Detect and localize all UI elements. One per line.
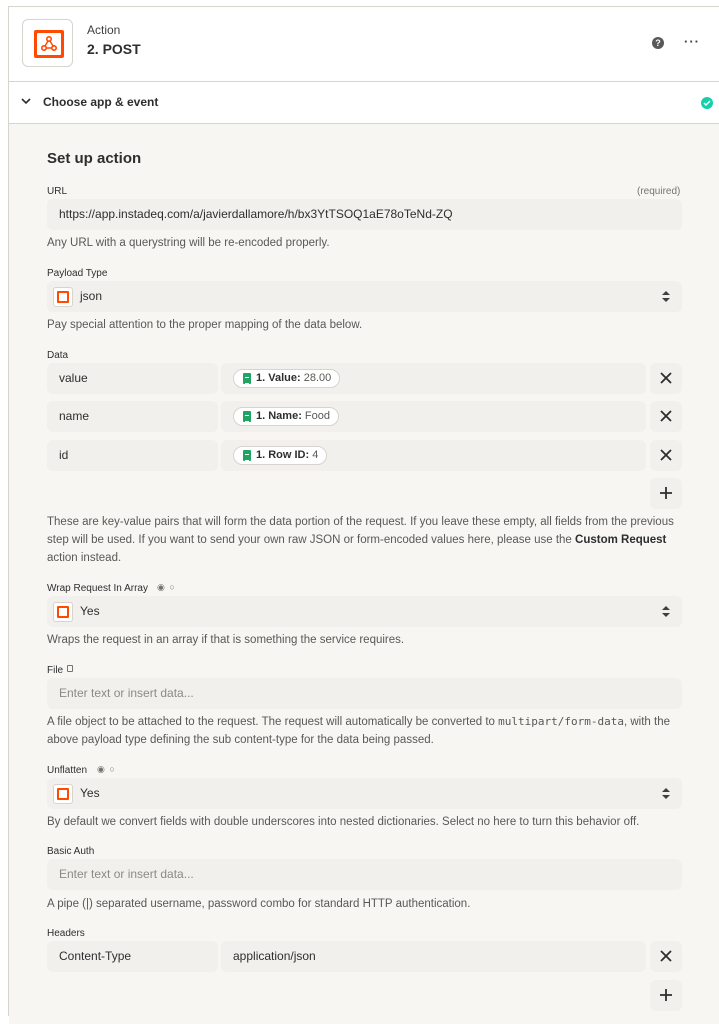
data-value-input[interactable] — [221, 363, 646, 394]
step-header — [9, 7, 719, 82]
google-sheets-icon — [243, 411, 251, 422]
pill-key: 1. Value: — [256, 372, 301, 384]
url-hint: Any URL with a querystring will be re-encoded properly. — [47, 237, 330, 249]
url-label: URL — [47, 186, 68, 197]
google-sheets-icon — [243, 450, 251, 461]
basic-auth-hint: A pipe (|) separated username, password combo for standard HTTP authentication. — [47, 898, 471, 910]
check-circle-icon — [701, 97, 713, 109]
file-input[interactable]: Enter text or insert data... — [47, 678, 682, 709]
help-icon[interactable]: ? — [652, 37, 664, 49]
wrap-select[interactable] — [47, 596, 682, 627]
data-hint-text-end: action instead. — [47, 552, 122, 564]
payload-type-label: Payload Type — [47, 268, 108, 279]
select-caret-icon — [662, 291, 670, 303]
section-label: Choose app & event — [43, 95, 159, 109]
chevron-down-icon — [21, 96, 31, 106]
close-icon — [660, 410, 672, 422]
file-hint-code: multipart/form-data — [498, 715, 624, 728]
webhook-icon — [53, 287, 73, 307]
data-value-input[interactable] — [221, 401, 646, 432]
wrap-label: Wrap Request In Array — [47, 583, 148, 594]
close-icon — [660, 449, 672, 461]
webhook-icon — [53, 602, 73, 622]
add-header-button[interactable] — [650, 980, 682, 1011]
plus-icon — [660, 989, 672, 1001]
data-pill[interactable] — [233, 407, 339, 426]
file-hint — [47, 713, 687, 749]
wrap-value: Yes — [80, 604, 100, 618]
url-input[interactable]: https://app.instadeq.com/a/javierdallamore/h/bx3YtTSOQ1aE78oTeNd-ZQ — [47, 199, 682, 230]
file-hint-text-end: , with the above payload type defining the sub content-type for the data being passed. — [47, 716, 670, 746]
more-menu-icon[interactable]: ··· — [684, 34, 700, 49]
google-sheets-icon — [243, 373, 251, 384]
headers-label: Headers — [47, 928, 85, 939]
pill-value: 4 — [312, 449, 319, 461]
file-hint-text: A file object to be attached to the request. The request will automatically be converted to — [47, 716, 499, 728]
file-icon — [67, 665, 73, 672]
header-value-input[interactable]: application/json — [221, 941, 646, 972]
wrap-mode-radios[interactable]: ◉ ○ — [157, 582, 176, 592]
pill-key: 1. Name: — [256, 410, 302, 422]
select-caret-icon — [662, 788, 670, 800]
remove-row-button[interactable] — [650, 401, 682, 432]
step-title[interactable]: 2. POST — [87, 41, 141, 57]
unflatten-hint: By default we convert fields with double underscores into nested dictionaries. Select no here to turn this behavior off. — [47, 816, 640, 828]
pill-value: Food — [304, 410, 330, 422]
header-key-input[interactable]: Content-Type — [47, 941, 218, 972]
webhook-icon — [53, 784, 73, 804]
remove-row-button[interactable] — [650, 440, 682, 471]
unflatten-select[interactable] — [47, 778, 682, 809]
data-label: Data — [47, 350, 69, 361]
required-badge: (required) — [637, 186, 681, 197]
select-caret-icon — [662, 606, 670, 618]
data-key-input[interactable]: value — [47, 363, 218, 394]
data-hint — [47, 513, 687, 567]
data-value-input[interactable] — [221, 440, 646, 471]
unflatten-value: Yes — [80, 786, 100, 800]
webhook-icon — [34, 30, 64, 58]
close-icon — [660, 372, 672, 384]
payload-type-hint: Pay special attention to the proper mapping of the data below. — [47, 319, 363, 331]
data-key-input[interactable]: name — [47, 401, 218, 432]
close-icon — [660, 950, 672, 962]
custom-request-link[interactable]: Custom Request — [575, 534, 667, 546]
data-key-input[interactable]: id — [47, 440, 218, 471]
file-label: File — [47, 665, 64, 676]
payload-type-value: json — [80, 289, 103, 303]
data-hint-text: These are key-value pairs that will form the data portion of the request. If you leave these empty, all fields from the previous step will be used. If you want to send your own raw JSON or form-encoded values here, please use the — [47, 516, 674, 546]
setup-title: Set up action — [47, 150, 142, 167]
basic-auth-label: Basic Auth — [47, 846, 95, 857]
basic-auth-input[interactable]: Enter text or insert data... — [47, 859, 682, 890]
step-kind: Action — [87, 23, 121, 37]
pill-key: 1. Row ID: — [256, 449, 310, 461]
pill-value: 28.00 — [303, 372, 332, 384]
payload-type-select[interactable] — [47, 281, 682, 312]
data-pill[interactable] — [233, 369, 340, 388]
add-data-row-button[interactable] — [650, 478, 682, 509]
app-icon-tile[interactable] — [22, 19, 73, 67]
remove-row-button[interactable] — [650, 363, 682, 394]
remove-header-button[interactable] — [650, 941, 682, 972]
wrap-hint: Wraps the request in an array if that is something the service requires. — [47, 634, 405, 646]
data-pill[interactable] — [233, 446, 327, 465]
choose-app-section[interactable] — [9, 82, 719, 124]
unflatten-mode-radios[interactable]: ◉ ○ — [97, 764, 116, 774]
unflatten-label: Unflatten — [47, 765, 88, 776]
plus-icon — [660, 487, 672, 499]
